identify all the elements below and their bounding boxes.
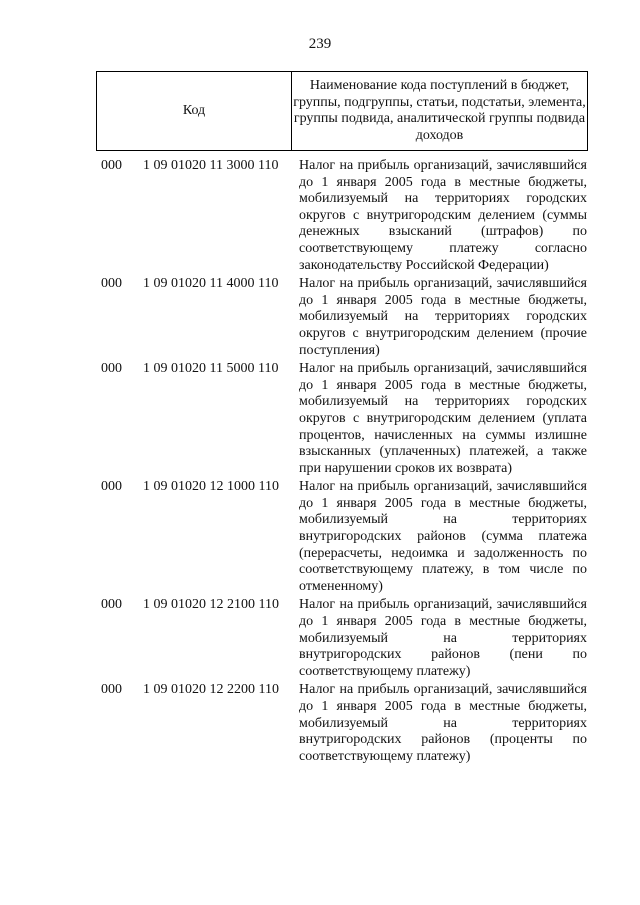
revenue-code: 1 09 01020 11 4000 110 — [143, 276, 279, 292]
admin-code: 000 — [101, 361, 122, 377]
revenue-name: Налог на прибыль организаций, зачислявшийся до 1 января 2005 года в местные бюджеты, мобилизуемый на территориях городских округов с внутригородским делением (прочие поступления) — [299, 276, 587, 358]
revenue-code: 1 09 01020 12 2200 110 — [143, 682, 279, 698]
page-number: 239 — [308, 36, 332, 52]
revenue-code: 1 09 01020 12 1000 110 — [143, 479, 279, 495]
revenue-name: Налог на прибыль организаций, зачислявшийся до 1 января 2005 года в местные бюджеты, мобилизуемый на территориях внутригородских районов (сумма платежа (перерасчеты, недоимка и задолженность по соответствующему платежу, в том числе по отмененному) — [299, 479, 587, 594]
admin-code: 000 — [101, 597, 122, 613]
admin-code: 000 — [101, 479, 122, 495]
admin-code: 000 — [101, 158, 122, 173]
table-row — [0, 479, 640, 595]
table-row — [0, 276, 640, 359]
table-row — [0, 158, 640, 274]
revenue-code: 1 09 01020 11 5000 110 — [143, 361, 279, 377]
admin-code: 000 — [101, 276, 122, 292]
revenue-name: Налог на прибыль организаций, зачислявшийся до 1 января 2005 года в местные бюджеты, мобилизуемый на территориях внутригородских районов (пени по соответствующему платежу) — [299, 597, 587, 679]
table-row — [0, 597, 640, 680]
column-header-name: Наименование кода поступлений в бюджет, группы, подгруппы, статьи, подстатьи, элемента, группы подвида, аналитической группы подвида доходов — [292, 72, 588, 151]
table-row — [0, 361, 640, 477]
admin-code: 000 — [101, 682, 122, 698]
column-header-code: Код — [97, 72, 292, 151]
table-body — [0, 158, 640, 767]
revenue-code: 1 09 01020 12 2100 110 — [143, 597, 279, 613]
revenue-name: Налог на прибыль организаций, зачислявшийся до 1 января 2005 года в местные бюджеты, мобилизуемый на территориях городских округов с внутригородским делением (суммы денежных взысканий (штрафов) по соответствующему платежу согласно законодательству Российской Федерации) — [299, 158, 587, 273]
table-header — [96, 71, 588, 151]
revenue-name: Налог на прибыль организаций, зачислявшийся до 1 января 2005 года в местные бюджеты, мобилизуемый на территориях городских округов с внутригородским делением (уплата процентов, начисленных на суммы излишне взысканных (уплаченных) платежей, а также при нарушении сроков их возврата) — [299, 361, 587, 476]
table-row — [0, 682, 640, 765]
revenue-code: 1 09 01020 11 3000 110 — [143, 158, 279, 173]
revenue-name: Налог на прибыль организаций, зачислявшийся до 1 января 2005 года в местные бюджеты, мобилизуемый на территориях внутригородских районов (проценты по соответствующему платежу) — [299, 682, 587, 764]
